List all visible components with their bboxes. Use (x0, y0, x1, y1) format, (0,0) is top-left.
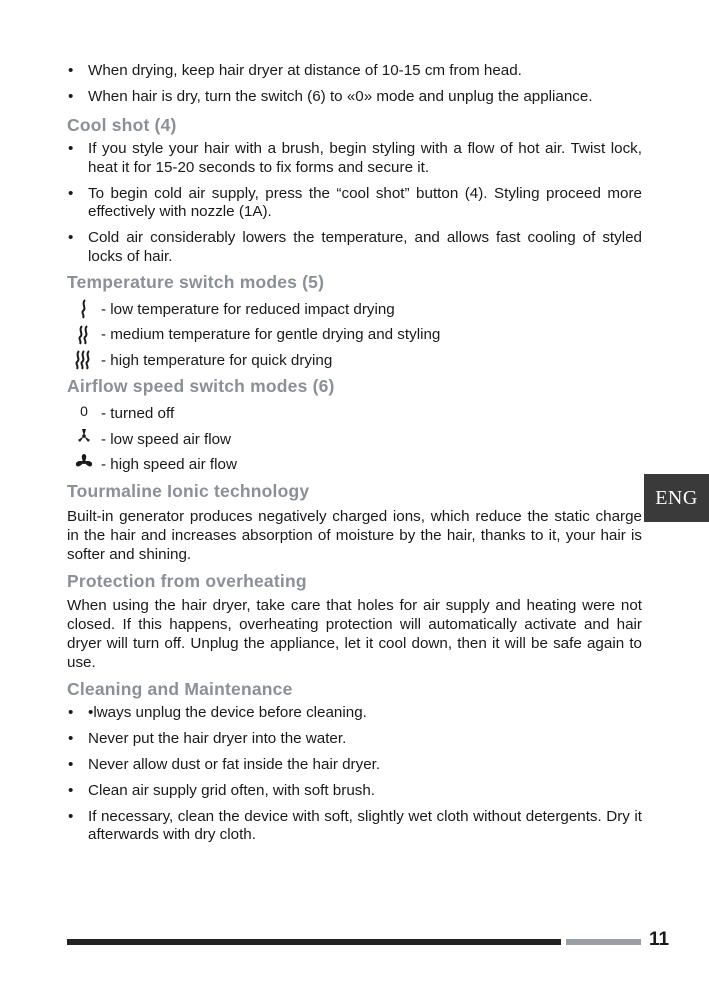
heat-high-icon (67, 350, 101, 370)
list-item: • To begin cold air supply, press the “cool shot” button (4). Styling proceed more effectively with nozzle (1A). (68, 184, 642, 220)
heat-medium-icon (67, 325, 101, 345)
footer-rule-grey (566, 939, 641, 945)
language-tab: ENG (644, 474, 709, 522)
list-item: • When hair is dry, turn the switch (6) to «0» mode and unplug the appliance. (68, 88, 593, 105)
cleaning-heading: Cleaning and Maintenance (67, 678, 293, 699)
fan-low-icon (67, 434, 101, 444)
footer-rule-dark (67, 939, 561, 945)
fan-high-icon (67, 459, 101, 471)
list-item: • Never allow dust or fat inside the hair dryer. (68, 755, 381, 773)
list-item: • Clean air supply grid often, with soft brush. (68, 781, 376, 799)
cool-shot-heading: Cool shot (4) (67, 115, 177, 135)
list-item: • If necessary, clean the device with soft, slightly wet cloth without detergents. Dry it afterwards with dry cloth. (68, 807, 642, 843)
cool-shot-bullets (67, 140, 642, 266)
off-icon: 0 (80, 402, 88, 419)
list-item: • •lways unplug the device before cleaning. (68, 703, 367, 721)
list-item: • Never put the hair dryer into the water. (68, 729, 347, 747)
list-item: • Cold air considerably lowers the temperature, and allows fast cooling of styled locks of hair. (68, 229, 642, 265)
overheating-heading: Protection from overheating (67, 570, 307, 591)
temperature-modes (67, 297, 642, 374)
intro-bullets (67, 62, 642, 107)
tourmaline-heading: Tourmaline Ionic technology (67, 480, 310, 501)
airflow-mode-off: 0 - turned off (67, 401, 642, 427)
airflow-modes (67, 401, 642, 478)
page-number: 11 (649, 929, 670, 950)
temperature-mode-medium: - medium temperature for gentle drying and styling (67, 322, 642, 348)
temperature-heading: Temperature switch modes (5) (67, 271, 325, 292)
temperature-mode-low: - low temperature for reduced impact drying (67, 297, 642, 323)
list-item: • If you style your hair with a brush, begin styling with a flow of hot air. Twist lock, heat it for 15-20 seconds to fix forms and secure it. (68, 140, 642, 176)
tourmaline-text: Built-in generator produces negatively charged ions, which reduce the static charge in the hair and increases absorption of moisture by the hair, thanks to it, your hair is softer and shining. (67, 507, 642, 563)
overheating-text: When using the hair dryer, take care that holes for air supply and heating were not closed. If this happens, overheating protection will automatically activate and hair dryer will turn off. Unplug the appliance, let it cool down, then it will be safe again to use. (67, 596, 642, 671)
heat-low-icon (67, 299, 101, 319)
airflow-mode-high: - high speed air flow (67, 452, 642, 478)
airflow-heading: Airflow speed switch modes (6) (67, 376, 335, 396)
temperature-mode-high: - high temperature for quick drying (67, 348, 642, 374)
airflow-mode-low: - low speed air flow (67, 427, 642, 453)
cleaning-bullets (67, 704, 642, 845)
list-item: • When drying, keep hair dryer at distance of 10-15 cm from head. (68, 62, 522, 79)
page-content (67, 62, 642, 852)
